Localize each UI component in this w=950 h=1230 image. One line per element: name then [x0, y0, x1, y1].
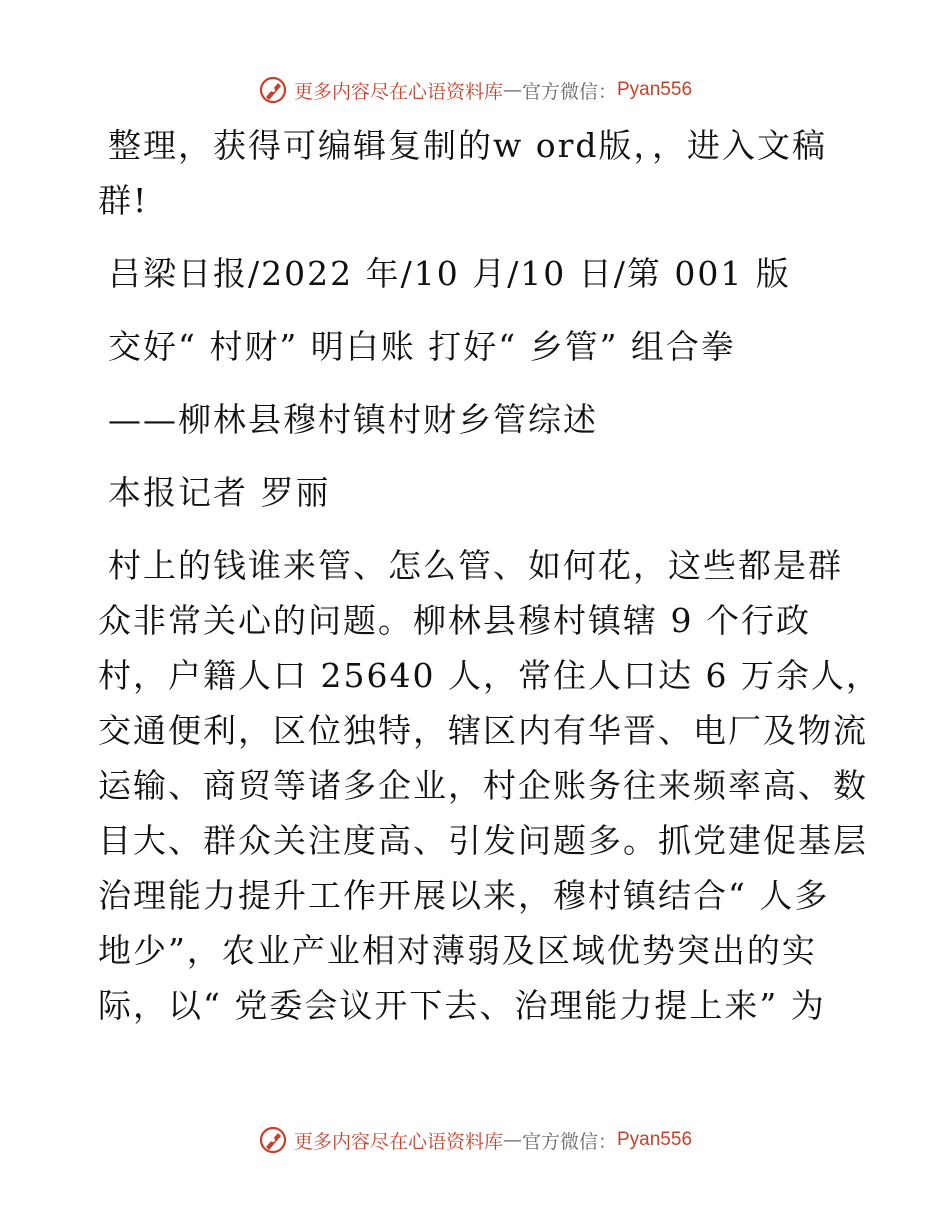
body-line: 众非常关心的问题。柳林县穆村镇辖 9 个行政: [98, 601, 811, 640]
headline: 交好“ 村财” 明白账 打好“ 乡管” 组合拳: [108, 327, 736, 366]
banner-wechat-label: 官方微信：: [521, 1130, 617, 1153]
pen-logo-icon: [258, 75, 288, 105]
intro-line-1: 整理，获得可编辑复制的w ord版，，进入文稿: [108, 126, 828, 165]
banner-text: 更多内容尽在心语资料库: [293, 80, 503, 103]
body-line: 际，以“ 党委会议开下去、治理能力提上来” 为: [98, 986, 826, 1025]
document-body: [98, 118, 881, 1033]
body-line: 村上的钱谁来管、怎么管、如何花，这些都是群: [108, 546, 843, 585]
pen-logo-icon: [258, 1125, 288, 1155]
banner-wechat-label: 官方微信：: [521, 80, 617, 103]
footer-banner: [0, 1120, 950, 1160]
body-line: 治理能力提升工作开展以来，穆村镇结合“ 人多: [98, 876, 830, 915]
banner-separator: —: [502, 1129, 522, 1151]
body-line: 村，户籍人口 25640 人，常住人口达 6 万余人，: [98, 656, 881, 695]
banner-wechat-id: Pyan556: [617, 1129, 693, 1150]
banner-separator: —: [502, 79, 522, 101]
body-line: 运输、商贸等诸多企业，村企账务往来频率高、数: [98, 766, 868, 805]
source-line: 吕梁日报/2022 年/10 月/10 日/第 001 版: [108, 254, 791, 293]
header-banner: [0, 70, 950, 110]
byline: 本报记者 罗丽: [108, 473, 331, 512]
body-line: 地少”，农业产业相对薄弱及区域优势突出的实: [98, 931, 817, 970]
banner-wechat-id: Pyan556: [617, 79, 693, 100]
banner-text: 更多内容尽在心语资料库: [293, 1130, 503, 1153]
intro-line-2: 群!: [98, 181, 149, 220]
subheadline: ——柳林县穆村镇村财乡管综述: [108, 400, 598, 439]
body-line: 目大、群众关注度高、引发问题多。抓党建促基层: [98, 821, 868, 860]
body-line: 交通便利，区位独特，辖区内有华晋、电厂及物流: [98, 711, 868, 750]
